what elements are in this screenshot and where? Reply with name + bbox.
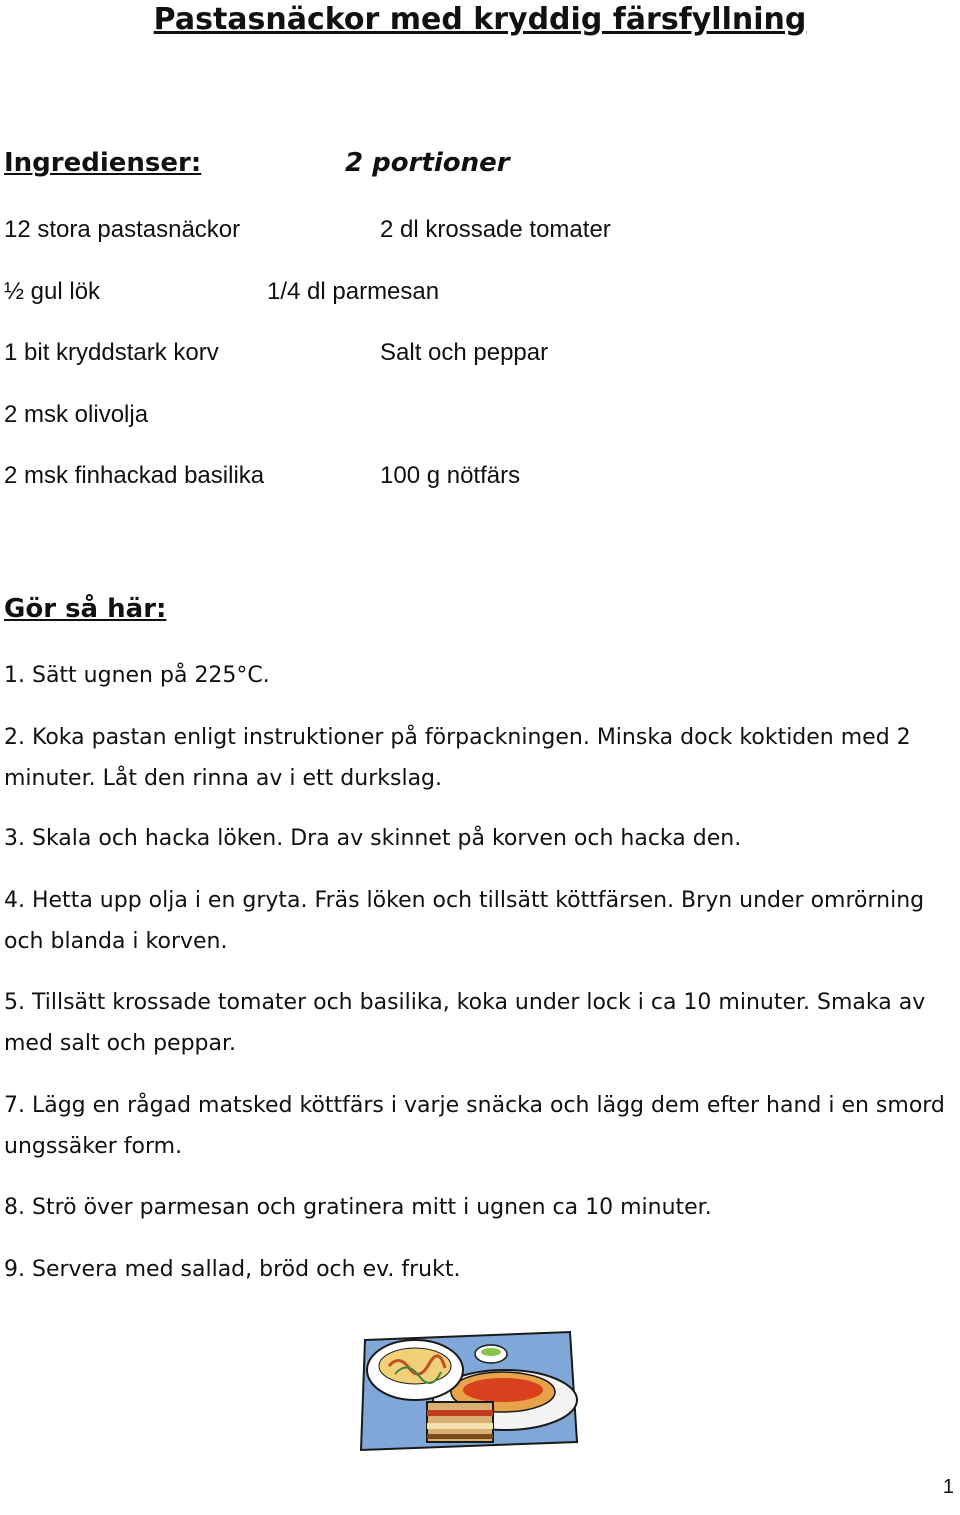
step-item: 7. Lägg en rågad matsked köttfärs i varje snäcka och lägg dem efter hand i en smord ungssäker form.: [4, 1093, 945, 1159]
ingredient-item: Salt och peppar: [380, 339, 549, 366]
method-heading: Gör så här:: [4, 594, 167, 624]
ingredient-item: 1/4 dl parmesan: [267, 278, 440, 305]
ingredient-item: 2 dl krossade tomater: [380, 216, 611, 243]
recipe-title: Pastasnäckor med kryddig färsfyllning: [153, 2, 807, 37]
ingredient-item: 12 stora pastasnäckor: [4, 216, 241, 243]
ingredients-heading: Ingredienser:: [4, 148, 202, 178]
step-item: 8. Strö över parmesan och gratinera mitt i ugnen ca 10 minuter.: [4, 1195, 712, 1220]
food-clipart-icon: [355, 1330, 585, 1455]
ingredient-item: 100 g nötfärs: [380, 462, 521, 489]
ingredient-item: 2 msk finhackad basilika: [4, 462, 265, 489]
step-item: 3. Skala och hacka löken. Dra av skinnet på korven och hacka den.: [4, 826, 742, 851]
step-item: 1. Sätt ugnen på 225°C.: [4, 663, 270, 688]
ingredient-item: ½ gul lök: [4, 278, 101, 305]
portions-label: 2 portioner: [345, 148, 510, 178]
step-item: 2. Koka pastan enligt instruktioner på förpackningen. Minska dock koktiden med 2 minuter. Låt den rinna av i ett durkslag.: [4, 725, 911, 791]
ingredient-item: 1 bit kryddstark korv: [4, 339, 219, 366]
ingredient-item: 2 msk olivolja: [4, 401, 149, 428]
step-item: 4. Hetta upp olja i en gryta. Fräs löken och tillsätt köttfärsen. Bryn under omrörning och blanda i korven.: [4, 888, 925, 954]
page-number: 1: [942, 1476, 954, 1498]
step-item: 9. Servera med sallad, bröd och ev. frukt.: [4, 1257, 461, 1282]
step-item: 5. Tillsätt krossade tomater och basilika, koka under lock i ca 10 minuter. Smaka av med salt och peppar.: [4, 990, 926, 1056]
